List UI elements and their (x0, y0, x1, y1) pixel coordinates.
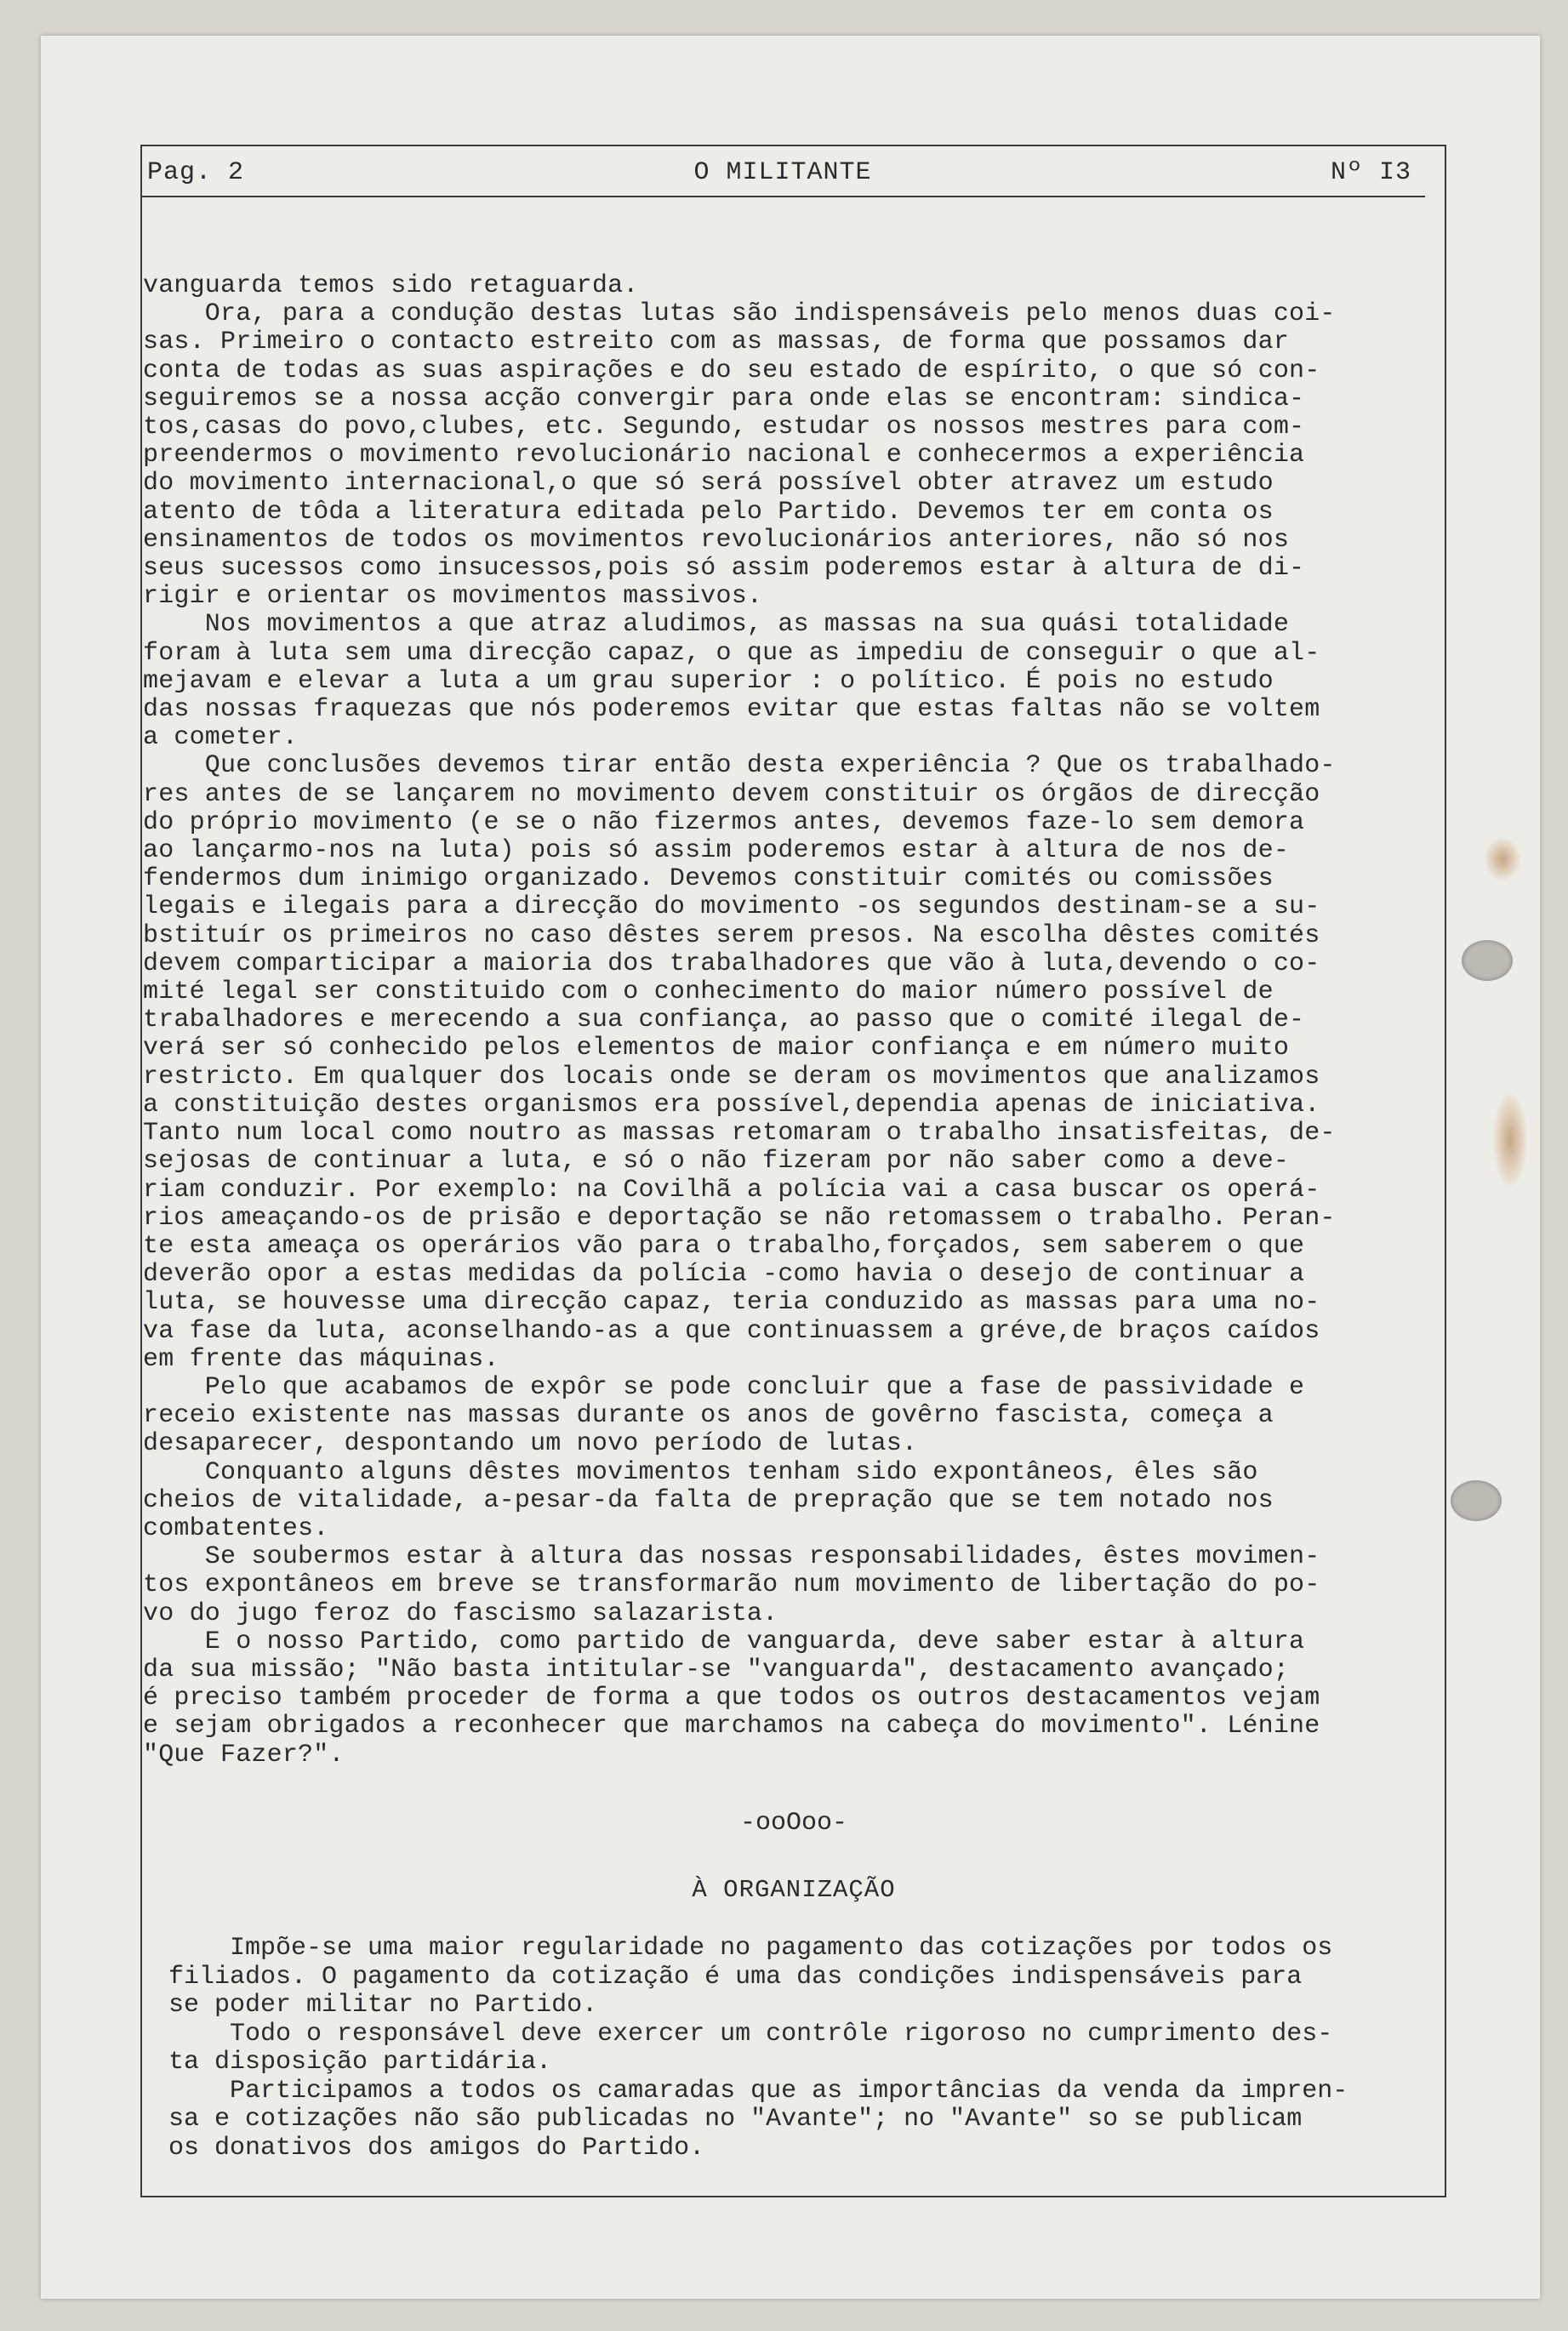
text-line: mejavam e elevar a luta a um grau superior : o político. É pois no estudo (143, 666, 1274, 696)
rust-stain (1493, 1093, 1527, 1187)
text-line: seus sucessos como insucessos,pois só assim poderemos estar à altura de di- (143, 554, 1305, 584)
text-line: "Que Fazer?". (143, 1740, 345, 1770)
text-line: Conquanto alguns dêstes movimentos tenham sido expontâneos, êles são (143, 1457, 1258, 1487)
text-line: vanguarda temos sido retaguarda. (143, 271, 639, 300)
text-line: foram à luta sem uma direcção capaz, o que as impediu de conseguir o que al- (143, 638, 1320, 668)
text-line: desaparecer, despontando um novo período de lutas. (143, 1429, 918, 1459)
text-line: das nossas fraquezas que nós poderemos evitar que estas faltas não se voltem (143, 695, 1320, 725)
text-line: va fase da luta, aconselhando-as a que continuassem a gréve,de braços caídos (143, 1316, 1320, 1346)
text-line: devem comparticipar a maioria dos trabalhadores que vão à luta,devendo o co- (143, 949, 1320, 978)
section-title: À ORGANIZAÇÃO (692, 1876, 896, 1904)
text-line: filiados. O pagamento da cotização é uma das condições indispensáveis para (168, 1962, 1303, 1992)
section-separator: -ooOoo- (739, 1809, 848, 1838)
page-header (140, 153, 1425, 197)
text-line: ta disposição partidária. (168, 2048, 552, 2077)
text-line: os donativos dos amigos do Partido. (168, 2133, 705, 2163)
text-line: da sua missão; "Não basta intitular-se "vanguarda", destacamento avançado; (143, 1655, 1290, 1684)
text-line: se poder militar no Partido. (168, 1991, 598, 2020)
text-line: Que conclusões devemos tirar então desta experiência ? Que os trabalhado- (143, 751, 1336, 781)
text-line: Participamos a todos os camaradas que as importâncias da venda da impren- (168, 2076, 1348, 2106)
text-line: sas. Primeiro o contacto estreito com as massas, de forma que possamos dar (143, 328, 1290, 357)
newspaper-title: O MILITANTE (693, 158, 872, 187)
text-line: legais e ilegais para a direcção do movimento -os segundos destinam-se a su- (143, 892, 1320, 922)
text-line: tos expontâneos em breve se transformarão num movimento de libertação do po- (143, 1570, 1320, 1600)
text-line: restricto. Em qualquer dos locais onde se deram os movimentos que analizamos (143, 1062, 1320, 1091)
text-line: é preciso também proceder de forma a que todos os outros destacamentos vejam (143, 1684, 1320, 1713)
text-line: do movimento internacional,o que só será possível obter atravez um estudo (143, 469, 1274, 499)
article-body (143, 272, 1445, 1770)
text-line: mité legal ser constituido com o conhecimento do maior número possível de (143, 977, 1274, 1007)
text-line: verá ser só conhecido pelos elementos de maior confiança e em número muito (143, 1034, 1290, 1063)
text-line: conta de todas as suas aspirações e do seu estado de espírito, o que só con- (143, 356, 1320, 385)
punch-hole (1451, 1480, 1502, 1521)
text-line: Se soubermos estar à altura das nossas responsabilidades, êstes movimen- (143, 1542, 1320, 1572)
text-line: Pelo que acabamos de expôr se pode concluir que a fase de passividade e (143, 1372, 1305, 1402)
text-line: ao lançarmo-nos na luta) pois só assim poderemos estar à altura de nos de- (143, 836, 1290, 866)
text-line: bstituír os primeiros no caso dêstes serem presos. Na escolha dêstes comités (143, 920, 1320, 950)
text-line: E o nosso Partido, como partido de vanguarda, deve saber estar à altura (143, 1627, 1305, 1656)
text-line: Todo o responsável deve exercer um contrôle rigoroso no cumprimento des- (168, 2019, 1333, 2049)
text-line: a constituição destes organismos era possível,dependia apenas de iniciativa. (143, 1090, 1320, 1120)
text-line: luta, se houvesse uma direcção capaz, teria conduzido as massas para uma no- (143, 1288, 1320, 1318)
text-line: preendermos o movimento revolucionário nacional e conhecermos a experiência (143, 441, 1305, 470)
text-line: atento de tôda a literatura editada pelo Partido. Devemos ter em conta os (143, 497, 1274, 527)
organization-section-body (168, 1935, 1445, 2163)
text-line: res antes de se lançarem no movimento devem constituir os órgãos de direcção (143, 779, 1320, 809)
text-line: em frente das máquinas. (143, 1344, 499, 1374)
text-line: Impõe-se uma maior regularidade no pagamento das cotizações por todos os (168, 1934, 1333, 1963)
rust-stain (1485, 838, 1520, 881)
text-line: vo do jugo feroz do fascismo salazarista. (143, 1599, 778, 1628)
text-line: ensinamentos de todos os movimentos revolucionários anteriores, não só nos (143, 525, 1290, 555)
text-line: a cometer. (143, 723, 299, 753)
text-line: te esta ameaça os operários vão para o trabalho,forçados, sem saberem o que (143, 1231, 1305, 1261)
text-line: deverão opor a estas medidas da polícia -como havia o desejo de continuar a (143, 1260, 1305, 1290)
text-line: fendermos dum inimigo organizado. Devemos constituir comités ou comissões (143, 864, 1274, 894)
text-line: cheios de vitalidade, a-pesar-da falta de prepração que se tem notado nos (143, 1485, 1274, 1515)
page-number: Pag. 2 (147, 158, 245, 187)
punch-hole (1462, 940, 1513, 981)
text-line: Ora, para a condução destas lutas são indispensáveis pelo menos duas coi- (143, 299, 1336, 329)
text-line: e sejam obrigados a reconhecer que marchamos na cabeça do movimento". Lénine (143, 1712, 1320, 1741)
text-line: rigir e orientar os movimentos massivos. (143, 582, 763, 612)
text-line: sa e cotizações não são publicadas no "Avante"; no "Avante" so se publicam (168, 2105, 1303, 2134)
text-line: combatentes. (143, 1513, 329, 1543)
text-line: rios ameaçando-os de prisão e deportação se não retomassem o trabalho. Peran- (143, 1203, 1336, 1233)
text-line: receio existente nas massas durante os anos de govêrno fascista, começa a (143, 1401, 1274, 1431)
text-line: seguiremos se a nossa acção convergir para onde elas se encontram: sindica- (143, 384, 1305, 413)
text-line: riam conduzir. Por exemplo: na Covilhã a polícia vai a casa buscar os operá- (143, 1175, 1320, 1205)
text-line: do próprio movimento (e se o não fizermos antes, devemos faze-lo sem demora (143, 807, 1305, 837)
text-line: tos,casas do povo,clubes, etc. Segundo, estudar os nossos mestres para com- (143, 413, 1305, 442)
text-line: trabalhadores e merecendo a sua confiança, ao passo que o comité ilegal de- (143, 1006, 1305, 1035)
text-line: Nos movimentos a que atraz aludimos, as massas na sua quási totalidade (143, 610, 1290, 640)
text-line: sejosas de continuar a luta, e só o não fizeram por não saber como a deve- (143, 1147, 1290, 1177)
issue-number: Nº I3 (1330, 158, 1411, 187)
text-line: Tanto num local como noutro as massas retomaram o trabalho insatisfeitas, de- (143, 1119, 1336, 1148)
